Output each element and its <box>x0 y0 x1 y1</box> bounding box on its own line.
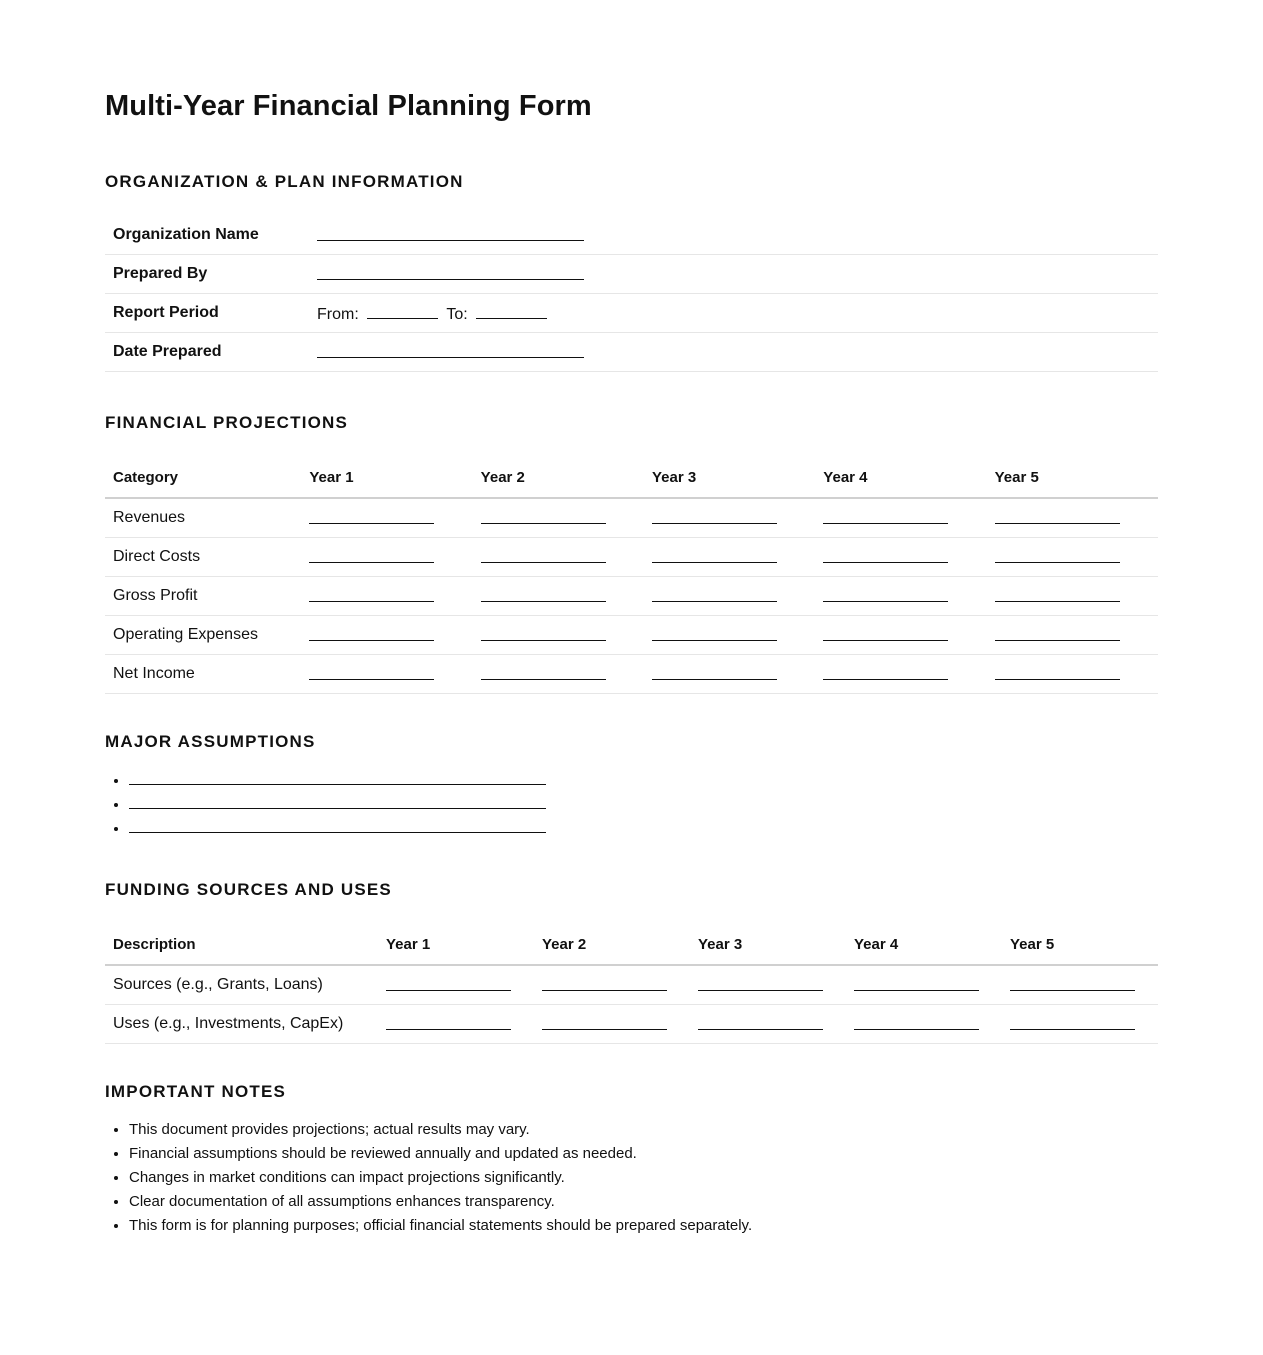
org-row-date-prepared <box>105 333 1158 372</box>
column-header: Year 5 <box>1002 924 1158 965</box>
from-field[interactable] <box>367 302 438 319</box>
date-prepared-field[interactable] <box>317 341 584 358</box>
amount-field[interactable] <box>995 585 1120 602</box>
table-row <box>105 616 1158 655</box>
amount-field[interactable] <box>542 1013 667 1030</box>
column-header: Year 5 <box>987 457 1158 498</box>
column-header: Year 2 <box>473 457 644 498</box>
funding-header-row <box>105 924 1158 965</box>
org-row-report-period <box>105 294 1158 333</box>
table-row <box>105 498 1158 538</box>
column-header: Year 3 <box>644 457 815 498</box>
page-title: Multi-Year Financial Planning Form <box>105 90 592 122</box>
list-item: • This form is for planning purposes; official financial statements should be prepared separately. <box>129 1214 752 1238</box>
amount-field[interactable] <box>823 663 948 680</box>
assumption-field[interactable] <box>129 816 546 833</box>
row-label: Gross Profit <box>105 577 301 616</box>
amount-field[interactable] <box>1010 974 1135 991</box>
amount-field[interactable] <box>542 974 667 991</box>
amount-field[interactable] <box>854 1013 979 1030</box>
amount-field[interactable] <box>652 507 777 524</box>
column-header: Year 2 <box>534 924 690 965</box>
amount-field[interactable] <box>698 1013 823 1030</box>
table-row <box>105 1005 1158 1044</box>
amount-field[interactable] <box>309 507 434 524</box>
row-label: Revenues <box>105 498 301 538</box>
list-item: • Changes in market conditions can impact projections significantly. <box>129 1166 752 1190</box>
amount-field[interactable] <box>652 624 777 641</box>
list-item <box>129 816 546 840</box>
amount-field[interactable] <box>995 507 1120 524</box>
column-header: Year 1 <box>378 924 534 965</box>
org-name-field[interactable] <box>317 224 584 241</box>
amount-field[interactable] <box>995 546 1120 563</box>
projections-table <box>105 457 1158 694</box>
row-label: Net Income <box>105 655 301 694</box>
amount-field[interactable] <box>854 974 979 991</box>
amount-field[interactable] <box>309 624 434 641</box>
amount-field[interactable] <box>481 585 606 602</box>
date-prepared-label: Date Prepared <box>105 333 309 372</box>
projections-header-row <box>105 457 1158 498</box>
table-row <box>105 577 1158 616</box>
assumption-field[interactable] <box>129 768 546 785</box>
amount-field[interactable] <box>481 507 606 524</box>
row-label: Uses (e.g., Investments, CapEx) <box>105 1005 378 1044</box>
org-section-heading: ORGANIZATION & PLAN INFORMATION <box>105 172 464 191</box>
org-name-label: Organization Name <box>105 216 309 255</box>
assumption-field[interactable] <box>129 792 546 809</box>
amount-field[interactable] <box>698 974 823 991</box>
funding-table <box>105 924 1158 1044</box>
amount-field[interactable] <box>309 663 434 680</box>
amount-field[interactable] <box>823 585 948 602</box>
prepared-by-field[interactable] <box>317 263 584 280</box>
amount-field[interactable] <box>309 585 434 602</box>
row-label: Sources (e.g., Grants, Loans) <box>105 965 378 1005</box>
amount-field[interactable] <box>481 663 606 680</box>
amount-field[interactable] <box>995 624 1120 641</box>
table-row <box>105 538 1158 577</box>
amount-field[interactable] <box>823 546 948 563</box>
amount-field[interactable] <box>386 974 511 991</box>
table-row <box>105 655 1158 694</box>
amount-field[interactable] <box>1010 1013 1135 1030</box>
table-row <box>105 965 1158 1005</box>
row-label: Operating Expenses <box>105 616 301 655</box>
org-row-prepared-by <box>105 255 1158 294</box>
assumptions-section-heading: MAJOR ASSUMPTIONS <box>105 732 316 751</box>
amount-field[interactable] <box>481 546 606 563</box>
column-header: Description <box>105 924 378 965</box>
amount-field[interactable] <box>481 624 606 641</box>
projections-section-heading: FINANCIAL PROJECTIONS <box>105 413 349 432</box>
column-header: Year 3 <box>690 924 846 965</box>
prepared-by-label: Prepared By <box>105 255 309 294</box>
to-label: To: <box>446 306 468 323</box>
list-item <box>129 792 546 816</box>
amount-field[interactable] <box>823 507 948 524</box>
amount-field[interactable] <box>309 546 434 563</box>
column-header: Category <box>105 457 301 498</box>
column-header: Year 1 <box>301 457 472 498</box>
from-label: From: <box>317 306 359 323</box>
amount-field[interactable] <box>652 663 777 680</box>
column-header: Year 4 <box>815 457 986 498</box>
list-item <box>129 768 546 792</box>
list-item: • Clear documentation of all assumptions enhances transparency. <box>129 1190 752 1214</box>
report-period-label: Report Period <box>105 294 309 333</box>
org-row-organization-name <box>105 216 1158 255</box>
notes-list <box>105 1118 752 1238</box>
list-item: • This document provides projections; actual results may vary. <box>129 1118 752 1142</box>
to-field[interactable] <box>476 302 547 319</box>
amount-field[interactable] <box>823 624 948 641</box>
amount-field[interactable] <box>995 663 1120 680</box>
org-info-table <box>105 216 1158 372</box>
amount-field[interactable] <box>652 546 777 563</box>
amount-field[interactable] <box>652 585 777 602</box>
assumptions-list <box>105 768 546 840</box>
notes-section-heading: IMPORTANT NOTES <box>105 1082 287 1101</box>
column-header: Year 4 <box>846 924 1002 965</box>
amount-field[interactable] <box>386 1013 511 1030</box>
funding-section-heading: FUNDING SOURCES AND USES <box>105 880 392 899</box>
row-label: Direct Costs <box>105 538 301 577</box>
list-item: • Financial assumptions should be reviewed annually and updated as needed. <box>129 1142 752 1166</box>
